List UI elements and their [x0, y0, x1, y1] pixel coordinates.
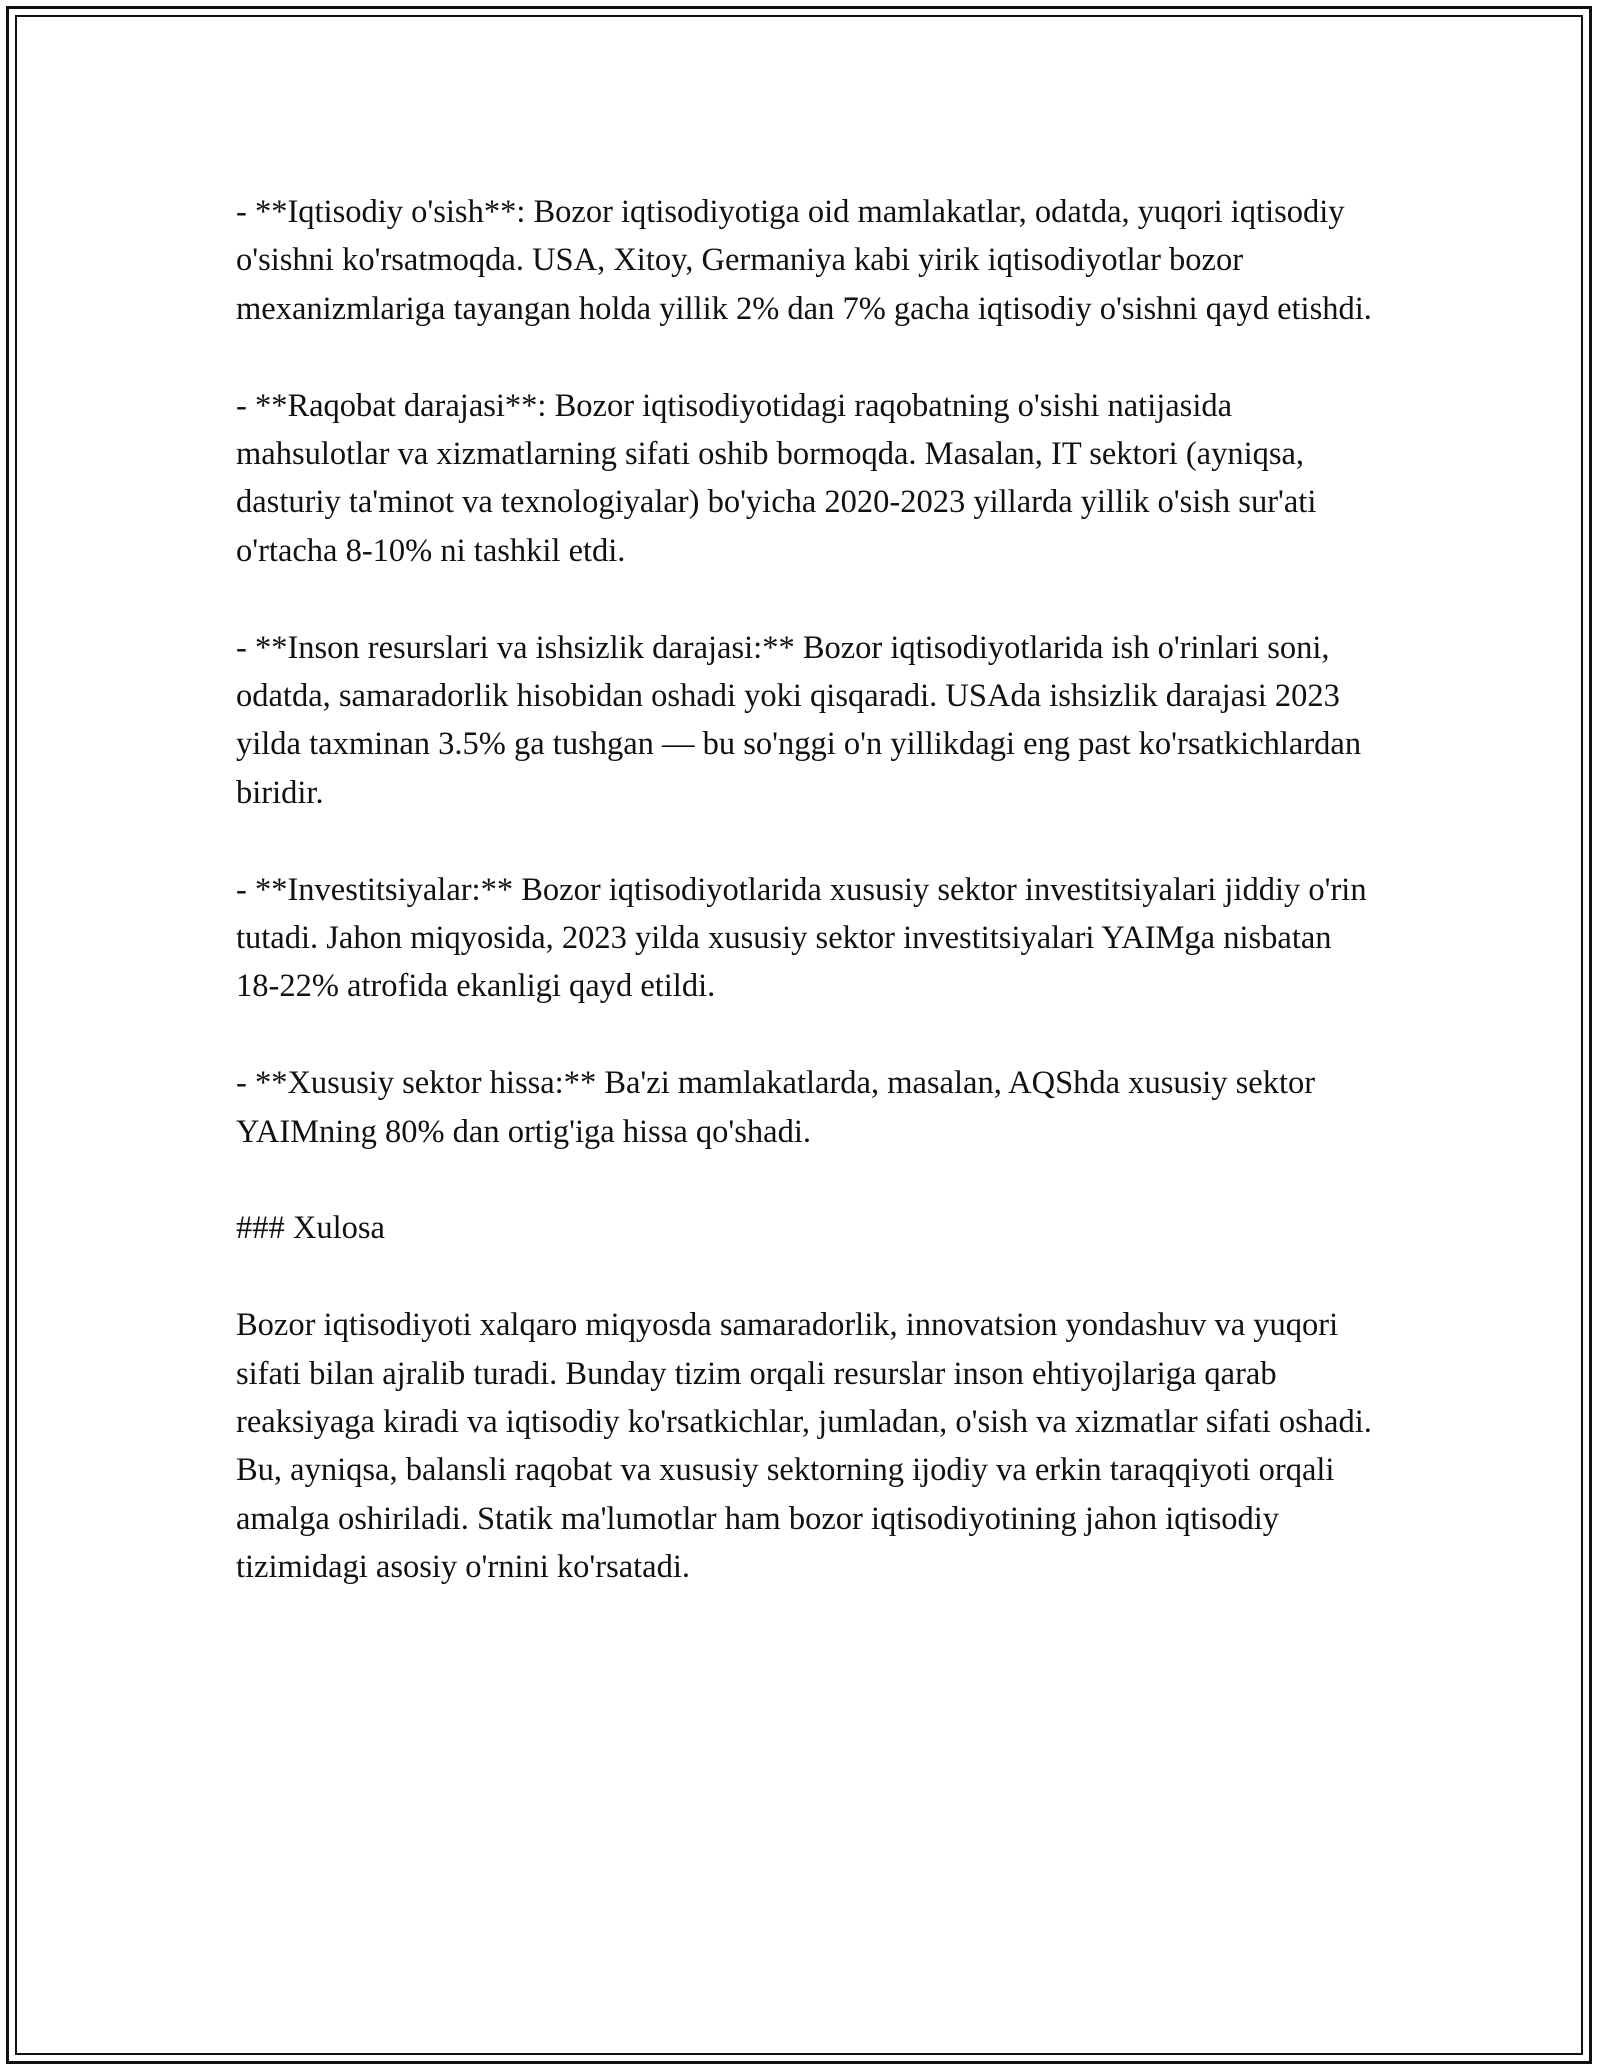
paragraph-conclusion: Bozor iqtisodiyoti xalqaro miqyosda samaradorlik, innovatsion yondashuv va yuqori sifati bilan ajralib turadi. Bunday tizim orqali resurslar inson ehtiyojlariga qarab reaksiyaga kiradi va iqtisodiy ko'rsatkichlar, jumladan, o'sish va xizmatlar sifati oshadi. Bu, ayniqsa, balansli raqobat va xususiy sektorning ijodiy va erkin taraqqiyoti orqali amalga oshiriladi. Statik ma'lumotlar ham bozor iqtisodiyotining jahon iqtisodiy tizimidagi asosiy o'rnini ko'rsatadi.	[236, 1307, 1372, 1586]
paragraph-private-sector-share: - **Xususiy sektor hissa:** Ba'zi mamlakatlarda, masalan, AQShda xususiy sektor YAIMning 80% dan ortig'iga hissa qo'shadi.	[236, 1065, 1316, 1150]
paragraph-economic-growth: - **Iqtisodiy o'sish**: Bozor iqtisodiyotiga oid mamlakatlar, odatda, yuqori iqtisodiy o'sishni ko'rsatmoqda. USA, Xitoy, Germaniya kabi yirik iqtisodiyotlar bozor mexanizmlariga tayangan holda yillik 2% dan 7% gacha iqtisodiy o'sishni qayd etishdi.	[236, 194, 1372, 327]
paragraph-competition-level: - **Raqobat darajasi**: Bozor iqtisodiyotidagi raqobatning o'sishi natijasida mahsulotlar va xizmatlarning sifati oshib bormoqda. Masalan, IT sektori (ayniqsa, dasturiy ta'minot va texnologiyalar) bo'yicha 2020-2023 yillarda yillik o'sish sur'ati o'rtacha 8-10% ni tashkil etdi.	[236, 387, 1317, 569]
document-body	[236, 188, 1376, 1592]
section-heading-conclusion: ### Xulosa	[236, 1210, 385, 1247]
paragraph-investments: - **Investitsiyalar:** Bozor iqtisodiyotlarida xususiy sektor investitsiyalari jiddiy o'rin tutadi. Jahon miqyosida, 2023 yilda xususiy sektor investitsiyalari YAIMga nisbatan 18-22% atrofida ekanligi qayd etildi.	[236, 871, 1367, 1005]
paragraph-human-resources-unemployment: - **Inson resurslari va ishsizlik darajasi:** Bozor iqtisodiyotlarida ish o'rinlari soni, odatda, samaradorlik hisobidan oshadi yoki qisqaradi. USAda ishsizlik darajasi 2023 yilda taxminan 3.5% ga tushgan — bu so'nggi o'n yillikdagi eng past ko'rsatkichlardan biridir.	[236, 629, 1362, 811]
